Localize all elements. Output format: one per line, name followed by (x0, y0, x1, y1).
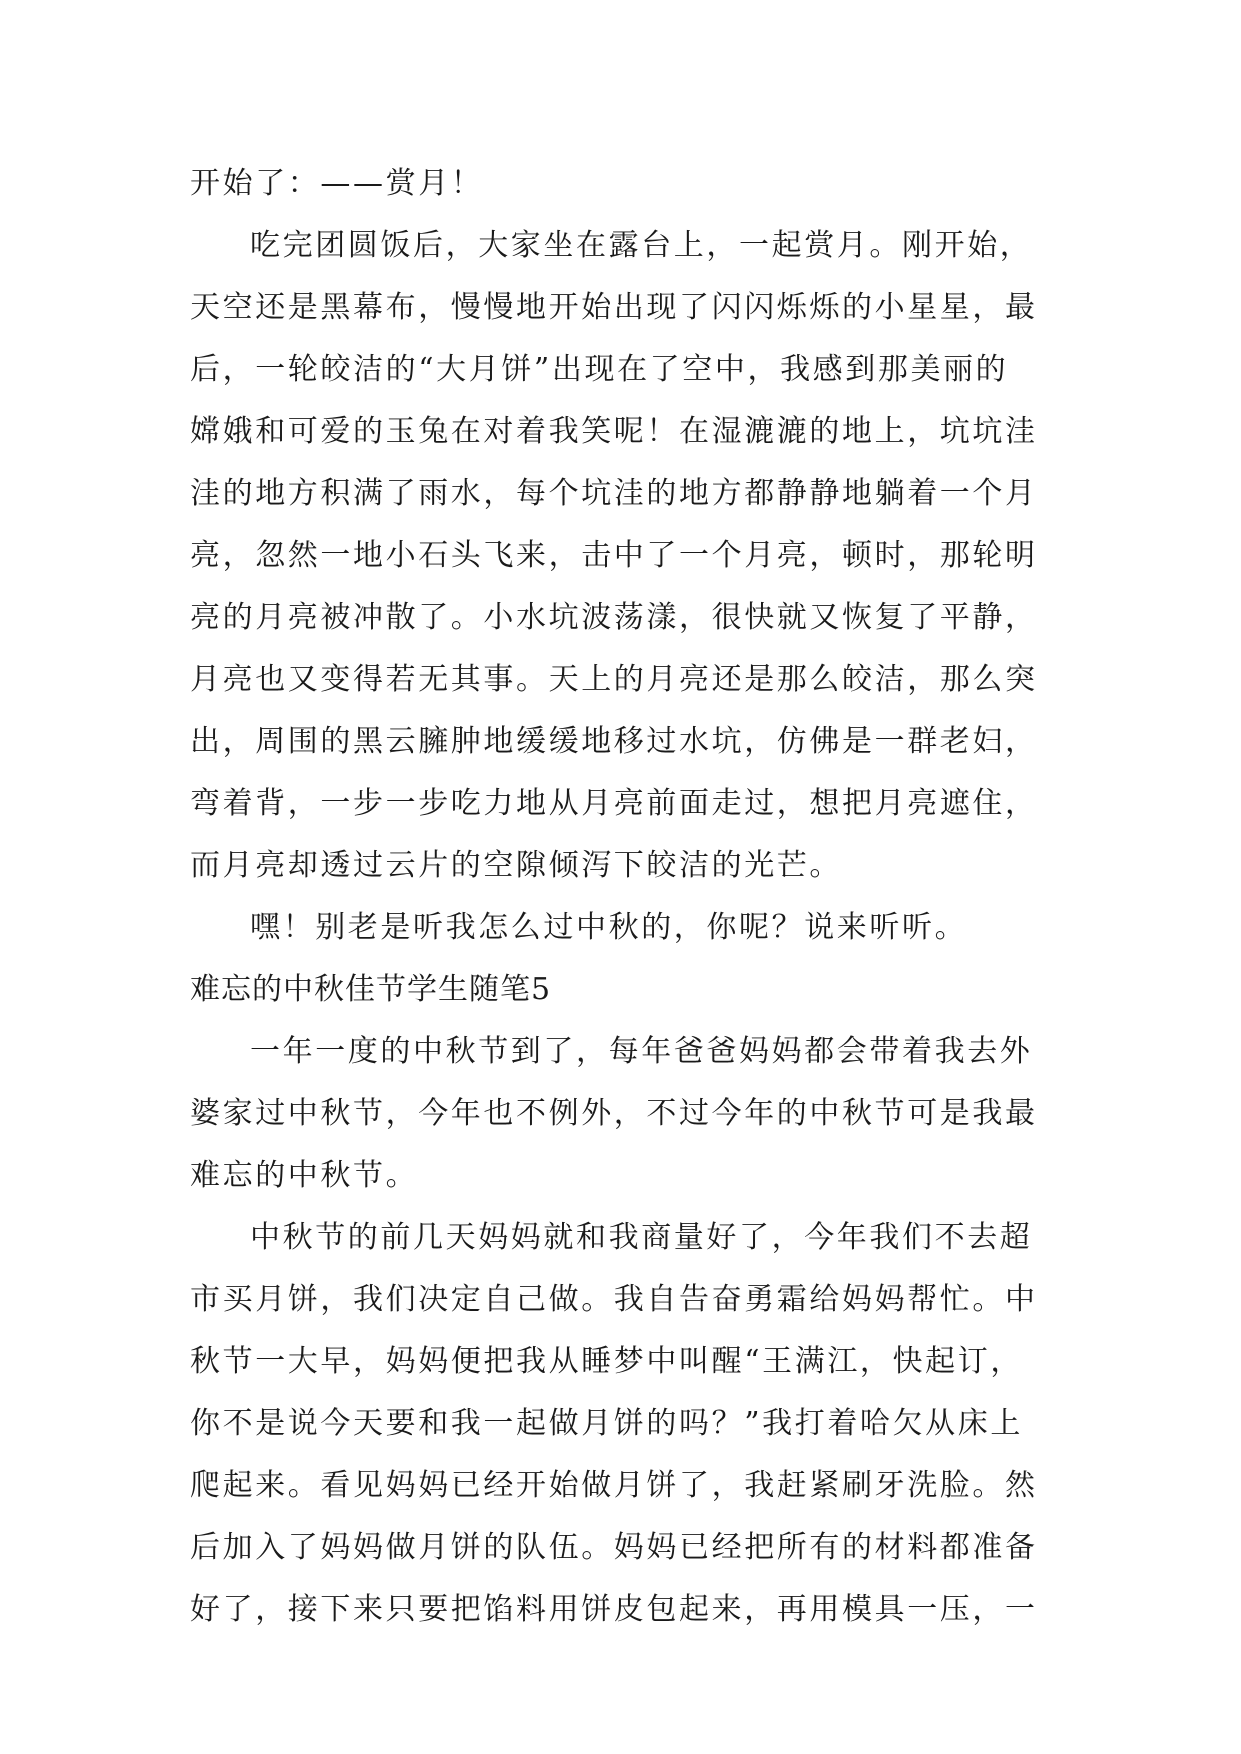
text-line: 后，一轮皎洁的“大月饼”出现在了空中，我感到那美丽的 (190, 352, 1009, 387)
text-line: 亮，忽然一地小石头飞来，击中了一个月亮，顿时，那轮明 (190, 538, 1038, 573)
text-line: 出，周围的黑云臃肿地缓缓地移过水坑，仿佛是一群老妇， (190, 724, 1038, 759)
text-line: 洼的地方积满了雨水，每个坑洼的地方都静静地躺着一个月 (190, 476, 1038, 511)
text-line: 天空还是黑幕布，慢慢地开始出现了闪闪烁烁的小星星，最 (190, 290, 1038, 325)
paragraph-first-line: 吃完团圆饭后，大家坐在露台上，一起赏月。刚开始， (250, 228, 1033, 263)
text-line: 月亮也又变得若无其事。天上的月亮还是那么皎洁，那么突 (190, 662, 1038, 697)
paragraph-first-line: 中秋节的前几天妈妈就和我商量好了，今年我们不去超 (250, 1220, 1033, 1255)
text-line: 秋节一大早，妈妈便把我从睡梦中叫醒“王满江，快起订， (190, 1344, 1023, 1379)
text-line: 亮的月亮被冲散了。小水坑波荡漾，很快就又恢复了平静， (190, 600, 1038, 635)
text-line: 好了，接下来只要把馅料用饼皮包起来，再用模具一压，一 (190, 1592, 1038, 1627)
text-line: 后加入了妈妈做月饼的队伍。妈妈已经把所有的材料都准备 (190, 1530, 1038, 1565)
text-line: 你不是说今天要和我一起做月饼的吗？”我打着哈欠从床上 (190, 1406, 1023, 1441)
paragraph-first-line: 一年一度的中秋节到了，每年爸爸妈妈都会带着我去外 (250, 1034, 1033, 1069)
text-line: 开始了：——赏月！ (190, 166, 484, 201)
text-line: 难忘的中秋节。 (190, 1158, 419, 1193)
text-line: 嫦娥和可爱的玉兔在对着我笑呢！在湿漉漉的地上，坑坑洼 (190, 414, 1038, 449)
text-line: 婆家过中秋节，今年也不例外，不过今年的中秋节可是我最 (190, 1096, 1038, 1131)
text-line: 而月亮却透过云片的空隙倾泻下皎洁的光芒。 (190, 848, 842, 883)
paragraph-first-line: 嘿！别老是听我怎么过中秋的，你呢？说来听听。 (250, 910, 968, 945)
section-heading: 难忘的中秋佳节学生随笔5 (190, 972, 552, 1007)
text-line: 爬起来。看见妈妈已经开始做月饼了，我赶紧刷牙洗脸。然 (190, 1468, 1038, 1503)
text-line: 市买月饼，我们决定自己做。我自告奋勇霜给妈妈帮忙。中 (190, 1282, 1038, 1317)
text-line: 弯着背，一步一步吃力地从月亮前面走过，想把月亮遮住， (190, 786, 1038, 821)
